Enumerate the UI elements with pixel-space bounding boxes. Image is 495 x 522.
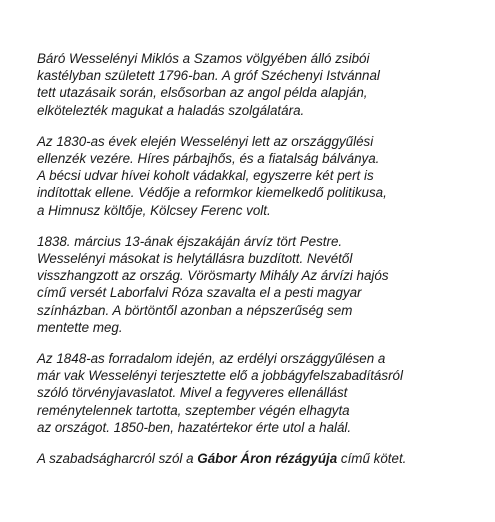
- book-title: Gábor Áron rézágyúja: [197, 451, 338, 467]
- text-line: Az 1848-as forradalom idején, az erdélyi országgyűlésen a: [37, 351, 386, 367]
- text-line: kastélyban született 1796-ban. A gróf Széchenyi Istvánnal: [37, 68, 380, 84]
- text-line: elkötelezték magukat a haladás szolgálatára.: [37, 102, 305, 118]
- text-line: tett utazásaik során, elsősorban az angol példa alapján,: [37, 85, 368, 101]
- paragraph-closing: [37, 450, 477, 467]
- document-body: [37, 50, 477, 481]
- text-line: a Himnusz költője, Kölcsey Ferenc volt.: [37, 202, 271, 218]
- paragraph-flood: [37, 233, 477, 336]
- text-line: Báró Wesselényi Miklós a Szamos völgyében álló zsibói: [37, 51, 370, 66]
- text-line: az országot. 1850-ben, hazatértekor érte utol a halál.: [37, 419, 352, 435]
- closing-line: [37, 450, 477, 467]
- closing-text-after: című kötet.: [337, 451, 407, 467]
- paragraph-birth: [37, 50, 477, 119]
- text-line: indítottak ellene. Védője a reformkor kiemelkedő politikusa,: [37, 185, 387, 201]
- text-line: szóló törvényjavaslatot. Mivel a fegyveres ellenállást: [37, 385, 348, 401]
- text-line: ellenzék vezére. Híres párbajhős, és a fiatalság bálványa.: [37, 151, 380, 167]
- paragraph-opposition: [37, 133, 477, 219]
- closing-text-before: A szabadságharcról szól a: [37, 451, 198, 467]
- text-line: mentette meg.: [37, 319, 123, 335]
- text-line: reménytelennek tartotta, szeptember végén elhagyta: [37, 402, 350, 418]
- text-line: már vak Wesselényi terjesztette elő a jobbágyfelszabadításról: [37, 368, 403, 384]
- text-line: A bécsi udvar hívei koholt vádakkal, egyszerre két pert is: [37, 168, 374, 184]
- text-line: című versét Laborfalvi Róza szavalta el a pesti magyar: [37, 285, 362, 301]
- paragraph-revolution: [37, 350, 477, 436]
- text-line: színházban. A börtöntől azonban a népszerűség sem: [37, 302, 353, 318]
- text-line: Wesselényi másokat is helytállásra buzdított. Nevétől: [37, 251, 353, 267]
- text-line: 1838. március 13-ának éjszakáján árvíz tört Pestre.: [37, 233, 343, 249]
- text-line: visszhangzott az ország. Vörösmarty Mihály Az árvízi hajós: [37, 268, 389, 284]
- text-line: Az 1830-as évek elején Wesselényi lett az országgyűlési: [37, 133, 374, 149]
